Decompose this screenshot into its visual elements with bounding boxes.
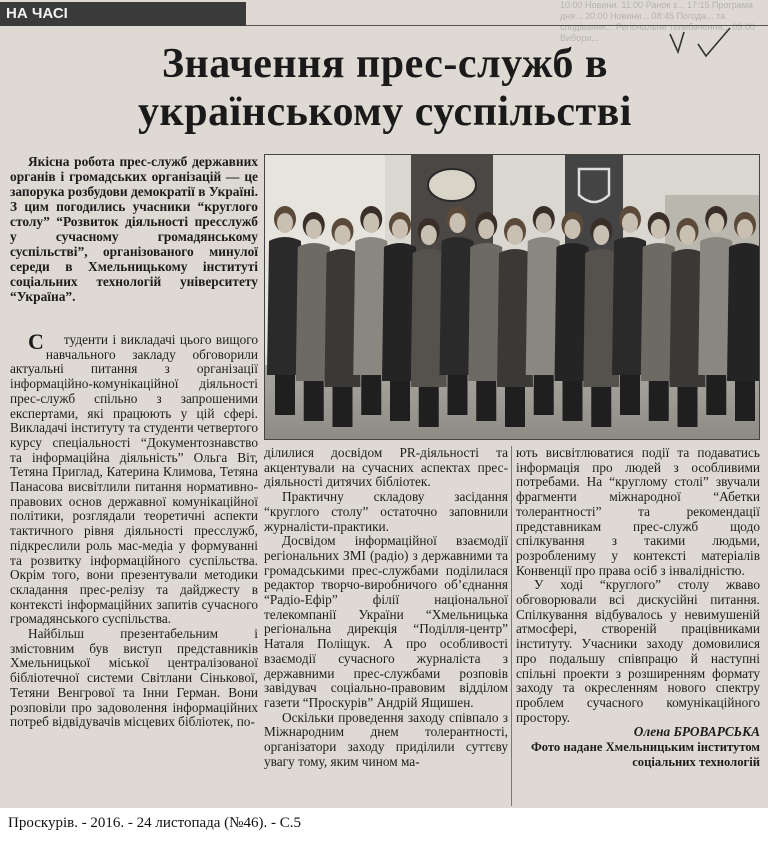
paragraph: ють висвітлюватися події та подаватись інформація про людей з особливими потребами. На “круглому столі” звучали фрагменти міжнародної “Абетки толерантності” та рекомендації представникам прес-служб щодо спілкування з такими людьми, розроблениму у контексті матеріалів Конвенції про права осіб з інвалідністю. [516,446,760,578]
paragraph: Практичну складову засідання “круглого столу” остаточно заповнили журналісти-практики. [264,489,508,534]
paragraph: У ході “круглого” столу жваво обговорювали всі дискусійні питання. Спілкування відбувалось у невимушеній атмосфері, створеній працівниками інституту. Учасники заходу домовилися про подальшу співпрацю й наступні спільні проекти з розширенням формату заходу та окресленням нового спектру проблем сучасного комунікаційного простору. [516,577,760,725]
article-column-3 [516,446,760,808]
group-photo [264,154,760,440]
source-citation: Проскурів. - 2016. - 24 листопада (№46). - С.5 [8,815,301,831]
headline-line-2: українському суспільстві [138,89,632,135]
paragraph: Оскільки проведення заходу співпало з Міжнародним днем толерантності, організатори заходу приділили суттєву увагу тому, яким чином ма- [264,709,508,769]
author-byline: Олена БРОВАРСЬКА [633,724,760,740]
paragraph: С туденти і викладачі цього вищого навчального закладу обговорили актуальні питання з організації інформаційно-комунікаційної діяльності прес-служб спільно з запрошеними експертами, які працюють у цій сфері. Викладачі інституту та студенти четвертого курсу спеціальності “Документознавство та інформаційна діяльність” Ольга Віт, Тетяна Приглад, Катерина Климова, Тетяна Панасова висвітлили питання нормативно-правових основ державної комунікаційної політики, розглядали теоретичні аспекти тактичного рівня діяльності пресслужб, підкреслили роль мас-медіа у формуванні та розвитку інформаційного суспільства. Окрім того, вони презентували методики складання прес-релізу та дайджесту в контексті інформаційних запитів сучасного громадянського суспільства. [10,333,258,627]
headline-line-1: Значення прес-служб в [161,41,609,87]
section-rubric: НА ЧАСІ [0,2,246,26]
article-headline [40,40,730,136]
article-column-2 [264,446,508,808]
column-divider [511,446,512,806]
article-column-1 [10,333,258,809]
drop-cap: С [28,333,44,354]
photo-credit: Фото надане Хмельницьким інститутом соціальних технологій [530,740,760,769]
article-lead: Якісна робота прес-служб державних органів і громадських організацій — це запорука розбудови демократії в Україні. З цим погодились учасники “круглого столу” “Розвиток діяльності пресслужб у сучасному громадянському суспільстві”, організованого минулої середи в Хмельницькому інституті соціальних технологій університету “Україна”. [10,154,258,304]
paragraph: Найбільш презентабельним і змістовним був виступ представників Хмельницької міської централізованої бібліотечної системи Світлани Сінькової, Тетяни Венгрової та Інни Герман. Вони розповіли про задоволення інформаційних потреб відвідувачів місцевих бібліотек, по- [10,626,258,730]
paragraph: Досвідом інформаційної взаємодії регіональних ЗМІ (радіо) з державними та громадськими прес-службами поділилася редактор творчо-виробничого об’єднання “Радіо-Ефір” філії національної телекомпанії України “Хмельницька регіональна дирекція “Поділля-центр” Наталя Поліщук. А про особливості взаємодії сучасного журналіста з державними прес-службами розповів завідувач соціально-правовим відділом газети “Проскурів” Андрій Ящишен. [264,533,508,710]
group-photo-image [265,155,759,439]
paragraph: ділилися досвідом PR-діяльності та акцентували на сучасних аспектах прес-діяльності дитячих бібліотек. [264,446,508,490]
bleed-through-text: 10:00 Новини. 11:00 Ранок з... 17:15 Програма дня... 20:00 Новини... 08:45 Погода... та сподівання... Регіональне телебачення... 09:00 Вибори... [560,0,755,43]
